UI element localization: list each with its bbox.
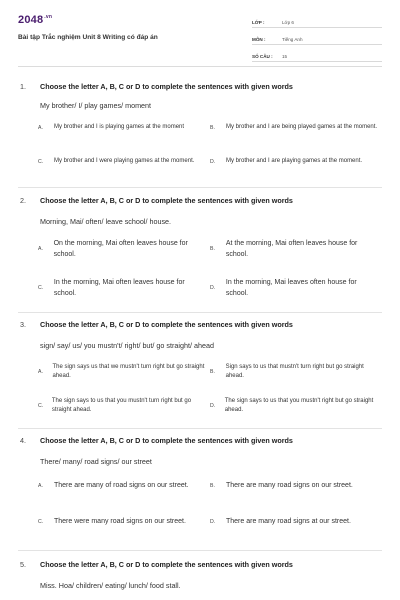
option-a[interactable] (38, 480, 208, 491)
option-text: In the morning, Mai leaves often house for school. (225, 279, 357, 298)
option-text: There are many of road signs on our street. (54, 482, 189, 489)
question-number: 3. (20, 320, 26, 329)
option-a[interactable] (38, 363, 208, 382)
option-letter: B. (210, 246, 215, 253)
option-b[interactable] (210, 480, 380, 491)
question-number: 2. (20, 196, 26, 205)
option-b[interactable] (210, 238, 380, 260)
option-text: My brother and I are playing games at the moment. (226, 158, 363, 164)
question-prompt: Morning, Mai/ often/ leave school/ house. (40, 217, 172, 226)
option-letter: D. (210, 518, 216, 525)
instruction-text: Choose the letter A, B, C or D to complete the sentences with given words (40, 82, 293, 91)
question-divider (18, 312, 382, 313)
instruction-text: Choose the letter A, B, C or D to complete the sentences with given words (40, 196, 293, 205)
option-letter: B. (210, 369, 215, 376)
option-d[interactable] (210, 157, 380, 166)
option-letter: A. (38, 369, 43, 376)
option-letter: C. (38, 285, 44, 292)
option-letter: B. (210, 482, 215, 489)
meta-value: Lớp 6 (282, 20, 294, 25)
option-text: My brother and I were playing games at the moment. (54, 158, 195, 164)
meta-value: 15 (282, 54, 288, 59)
option-text: On the morning, Mai often leaves house for school. (53, 240, 188, 259)
option-d[interactable] (210, 516, 380, 527)
option-letter: C. (38, 158, 44, 165)
meta-label: MÔN : (252, 37, 266, 42)
option-letter: A. (38, 482, 43, 489)
option-d[interactable] (210, 397, 380, 416)
question-instruction (20, 196, 293, 205)
option-a[interactable] (38, 123, 208, 132)
option-c[interactable] (38, 277, 208, 299)
meta-row-count (252, 48, 382, 62)
question-instruction (20, 560, 293, 569)
site-logo[interactable] (18, 14, 52, 26)
option-text: The sign says to us that you mustn't turn right but go straight ahead. (51, 398, 192, 414)
option-c[interactable] (38, 397, 208, 416)
option-a[interactable] (38, 238, 208, 260)
question-prompt: sign/ say/ us/ you mustn't/ right/ but/ go straight/ ahead (40, 341, 214, 350)
option-text: In the morning, Mai often leaves house for school. (53, 279, 185, 298)
option-letter: D. (210, 285, 216, 292)
option-letter: A. (38, 124, 43, 131)
question-prompt: Miss. Hoa/ children/ eating/ lunch/ food stall. (40, 581, 181, 590)
question-prompt: There/ many/ road signs/ our street (40, 457, 152, 466)
meta-row-class (252, 14, 382, 28)
question-prompt: My brother/ I/ play games/ moment (40, 101, 152, 110)
question-instruction (20, 436, 293, 445)
option-text: There are many road signs on our street. (226, 482, 353, 489)
question-divider (18, 187, 382, 188)
option-b[interactable] (210, 363, 380, 382)
option-b[interactable] (210, 123, 380, 132)
question-number: 5. (20, 560, 26, 569)
option-text: The sign says to us that you mustn't right but go straight ahead. (224, 398, 374, 414)
question-instruction (20, 320, 293, 329)
header-divider (18, 66, 382, 67)
option-letter: A. (38, 246, 43, 253)
instruction-text: Choose the letter A, B, C or D to complete the sentences with given words (40, 560, 293, 569)
option-text: The sign says us that we mustn't turn right but go straight ahead. (52, 364, 205, 380)
question-instruction (20, 82, 293, 91)
option-d[interactable] (210, 277, 380, 299)
option-letter: C. (38, 403, 44, 410)
meta-table (252, 14, 382, 65)
meta-value: Tiếng Anh (282, 37, 303, 42)
instruction-text: Choose the letter A, B, C or D to complete the sentences with given words (40, 436, 293, 445)
page-header (0, 0, 400, 70)
option-letter: D. (210, 158, 216, 165)
question-divider (18, 428, 382, 429)
option-c[interactable] (38, 157, 208, 166)
question-number: 4. (20, 436, 26, 445)
option-c[interactable] (38, 516, 208, 527)
option-text: There were many road signs on our street. (54, 518, 186, 525)
logo-text: 2048 (18, 14, 44, 26)
option-text: My brother and I is playing games at the moment (54, 124, 185, 130)
option-letter: C. (38, 518, 44, 525)
question-number: 1. (20, 82, 26, 91)
option-text: Sign says to us that mustn't turn right but go straight ahead. (225, 364, 364, 380)
option-letter: D. (210, 403, 216, 410)
option-text: At the morning, Mai often leaves house for school. (225, 240, 358, 259)
question-divider (18, 550, 382, 551)
instruction-text: Choose the letter A, B, C or D to complete the sentences with given words (40, 320, 293, 329)
document-title: Bài tập Trắc nghiệm Unit 8 Writing có đáp án (18, 34, 158, 41)
meta-label: LỚP : (252, 20, 265, 25)
meta-label: SỐ CÂU : (252, 54, 273, 59)
logo-tld: .vn (44, 14, 53, 20)
option-text: There are many road signs at our street. (226, 518, 351, 525)
option-letter: B. (210, 124, 215, 131)
meta-row-subject (252, 31, 382, 45)
option-text: My brother and I are being played games at the moment. (226, 124, 378, 130)
